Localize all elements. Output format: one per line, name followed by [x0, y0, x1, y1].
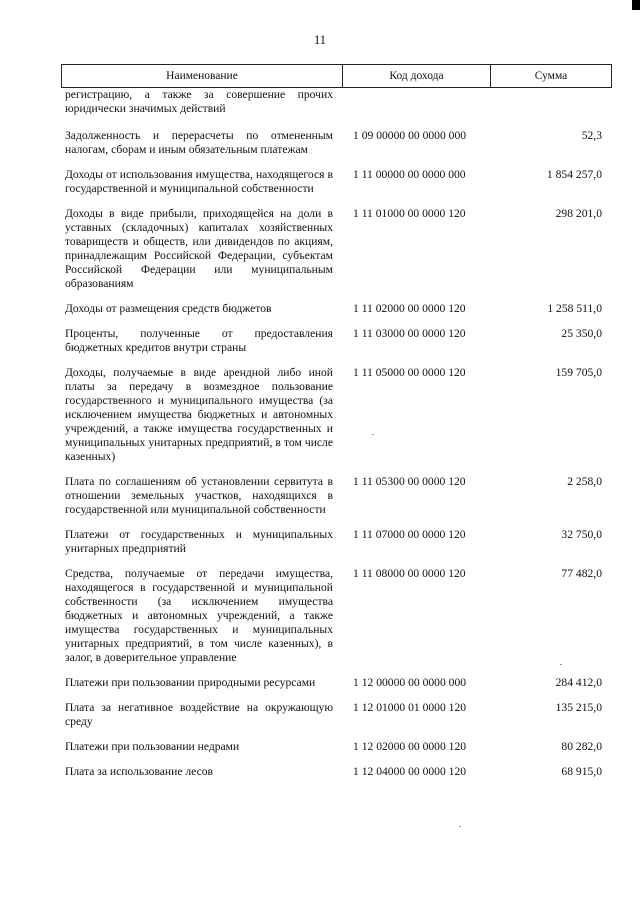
scan-speck — [560, 664, 562, 665]
scan-corner-mark — [632, 0, 640, 10]
table-row — [65, 567, 605, 665]
column-header-code: Код дохода — [343, 65, 491, 87]
row-income-code: 1 11 01000 00 0000 120 — [353, 207, 466, 220]
row-income-code: 1 11 08000 00 0000 120 — [353, 567, 466, 580]
row-name: Проценты, полученные от предоставления бюджетных кредитов внутри страны — [65, 327, 333, 354]
table-row — [65, 701, 605, 729]
row-income-code: 1 09 00000 00 0000 000 — [353, 129, 467, 142]
row-name: Доходы от размещения средств бюджетов — [65, 302, 272, 315]
row-income-code: 1 11 02000 00 0000 120 — [353, 302, 466, 315]
table-row — [65, 327, 605, 355]
row-income-code: 1 12 02000 00 0000 120 — [353, 740, 467, 753]
row-sum: 135 215,0 — [555, 701, 602, 714]
row-name: Доходы в виде прибыли, приходящейся на доли в уставных (складочных) капиталах хозяйственных товариществ и обществ, или дивидендов по акциям, принадлежащим Российской Федерации, субъектам Российской Федерации или муниципальным образованиям — [65, 207, 333, 290]
row-sum: 2 258,0 — [567, 475, 602, 488]
row-name: Средства, получаемые от передачи имущества, находящегося в государственной и муниципальной собственности (за исключением имущества бюджетных и автономных учреждений, а также имущества государственных и муниципальных унитарных предприятий, в том числе казенных), в залог, в доверительное управление — [65, 567, 333, 664]
row-sum: 1 258 511,0 — [547, 302, 602, 315]
row-sum: 68 915,0 — [561, 765, 602, 778]
table-row — [65, 207, 605, 291]
row-name: Платежи при пользовании недрами — [65, 740, 240, 753]
row-income-code: 1 12 00000 00 0000 000 — [353, 676, 467, 689]
row-sum — [483, 88, 602, 116]
table-row — [65, 88, 605, 116]
table-row — [65, 740, 605, 754]
row-sum: 298 201,0 — [555, 207, 602, 220]
row-name: Платежи при пользовании природными ресурсами — [65, 676, 316, 689]
row-name: регистрацию, а также за совершение прочих юридически значимых действий — [65, 88, 333, 115]
income-table-body — [65, 88, 605, 790]
row-sum: 32 750,0 — [561, 528, 602, 541]
row-income-code: 1 11 07000 00 0000 120 — [353, 528, 466, 541]
table-row — [65, 475, 605, 517]
row-name: Плата по соглашениям об установлении сервитута в отношении земельных участков, находящихся в государственной или муниципальной собственности — [65, 475, 333, 516]
row-sum: 159 705,0 — [555, 366, 602, 379]
column-header-name: Наименование — [62, 65, 343, 87]
row-sum: 25 350,0 — [561, 327, 602, 340]
row-income-code: 1 11 05000 00 0000 120 — [353, 366, 466, 379]
row-income-code: 1 12 01000 01 0000 120 — [353, 701, 467, 714]
row-sum: 52,3 — [581, 129, 602, 142]
table-row — [65, 676, 605, 690]
row-name: Задолженность и перерасчеты по отмененным налогам, сборам и иным обязательным платежам — [65, 129, 333, 156]
row-sum: 80 282,0 — [561, 740, 602, 753]
row-sum: 284 412,0 — [555, 676, 602, 689]
row-name: Платежи от государственных и муниципальных унитарных предприятий — [65, 528, 333, 555]
table-row — [65, 168, 605, 196]
row-income-code: 1 12 04000 00 0000 120 — [353, 765, 467, 778]
row-income-code — [333, 88, 483, 116]
table-row — [65, 366, 605, 464]
row-name: Плата за использование лесов — [65, 765, 214, 778]
row-name: Плата за негативное воздействие на окружающую среду — [65, 701, 333, 728]
page-number: 11 — [313, 33, 327, 47]
table-header — [61, 64, 612, 88]
row-sum: 77 482,0 — [561, 567, 602, 580]
table-row — [65, 528, 605, 556]
column-header-sum: Сумма — [534, 70, 568, 82]
scan-speck — [459, 826, 461, 827]
row-name: Доходы, получаемые в виде арендной либо иной платы за передачу в возмездное пользование государственного и муниципального имущества (за исключением имущества бюджетных и автономных учреждений, а также имущества государственных и муниципальных унитарных предприятий, в том числе казенных) — [65, 366, 333, 463]
table-row — [65, 302, 605, 316]
row-income-code: 1 11 03000 00 0000 120 — [353, 327, 466, 340]
scan-speck — [372, 434, 374, 435]
row-income-code: 1 11 00000 00 0000 000 — [353, 168, 466, 181]
row-income-code: 1 11 05300 00 0000 120 — [353, 475, 466, 488]
row-sum: 1 854 257,0 — [546, 168, 602, 181]
table-row — [65, 765, 605, 779]
row-name: Доходы от использования имущества, находящегося в государственной и муниципальной собственности — [65, 168, 333, 195]
table-row — [65, 129, 605, 157]
